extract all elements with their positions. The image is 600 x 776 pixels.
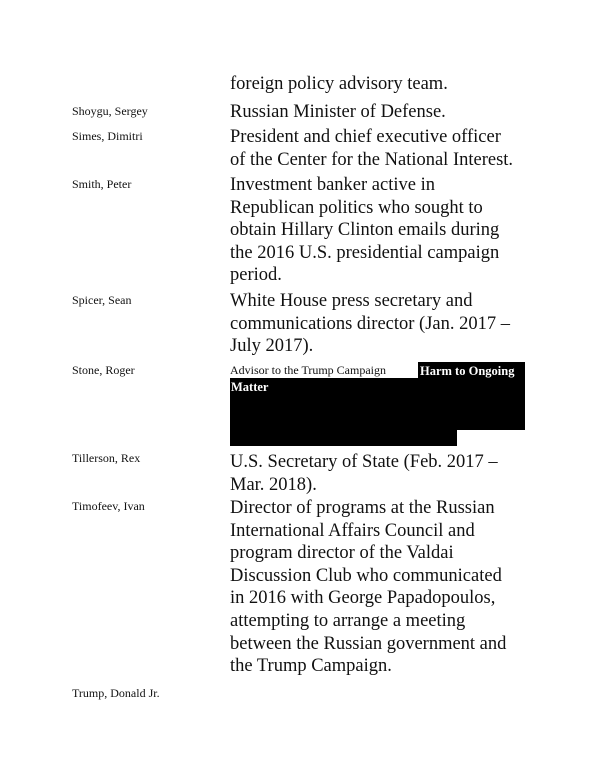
entry-description [230, 126, 540, 171]
description-line: White House press secretary and [230, 291, 473, 311]
description-line: Discussion Club who communicated [230, 565, 502, 586]
description-line: Mar. 2018). [230, 474, 317, 495]
entry-name: Smith, Peter [72, 177, 132, 191]
redaction-box [230, 378, 525, 430]
description-line: period. [230, 265, 282, 286]
description-line: the Trump Campaign. [230, 656, 392, 677]
redaction-label: Matter [231, 380, 269, 394]
description-line: Investment banker active in [230, 175, 435, 195]
entry-name: Trump, Donald Jr. [72, 686, 160, 700]
entry-description: Advisor to the Trump Campaign [230, 363, 387, 377]
description-line: obtain Hillary Clinton emails during [230, 220, 500, 241]
description-line: attempting to arrange a meeting [230, 610, 466, 631]
entry-description [230, 174, 540, 287]
entry-name: Shoygu, Sergey [72, 104, 148, 118]
entry-description [230, 497, 540, 678]
entry-name: Stone, Roger [72, 363, 135, 377]
redaction-box [230, 429, 457, 446]
description-line: July 2017). [230, 336, 314, 357]
description-line: International Affairs Council and [230, 520, 475, 541]
continuation-text: foreign policy advisory team. [230, 74, 448, 94]
entry-name: Simes, Dimitri [72, 129, 143, 143]
description-line: U.S. Secretary of State (Feb. 2017 – [230, 452, 498, 472]
description-line: Republican politics who sought to [230, 197, 483, 218]
entry-name: Spicer, Sean [72, 293, 132, 307]
description-line: President and chief executive officer [230, 127, 501, 147]
redaction-label: Harm to Ongoing [420, 364, 515, 378]
description-line: communications director (Jan. 2017 – [230, 313, 511, 334]
entry-name: Tillerson, Rex [72, 451, 141, 465]
description-line: the 2016 U.S. presidential campaign [230, 242, 500, 263]
description-line: between the Russian government and [230, 633, 507, 654]
entry-description: Russian Minister of Defense. [230, 102, 446, 122]
entry-description [230, 451, 540, 496]
entry-name: Timofeev, Ivan [72, 499, 145, 513]
description-line: Director of programs at the Russian [230, 498, 495, 518]
entry-description [230, 290, 540, 358]
description-line: in 2016 with George Papadopoulos, [230, 588, 496, 609]
description-line: of the Center for the National Interest. [230, 149, 514, 170]
description-line: program director of the Valdai [230, 543, 454, 564]
